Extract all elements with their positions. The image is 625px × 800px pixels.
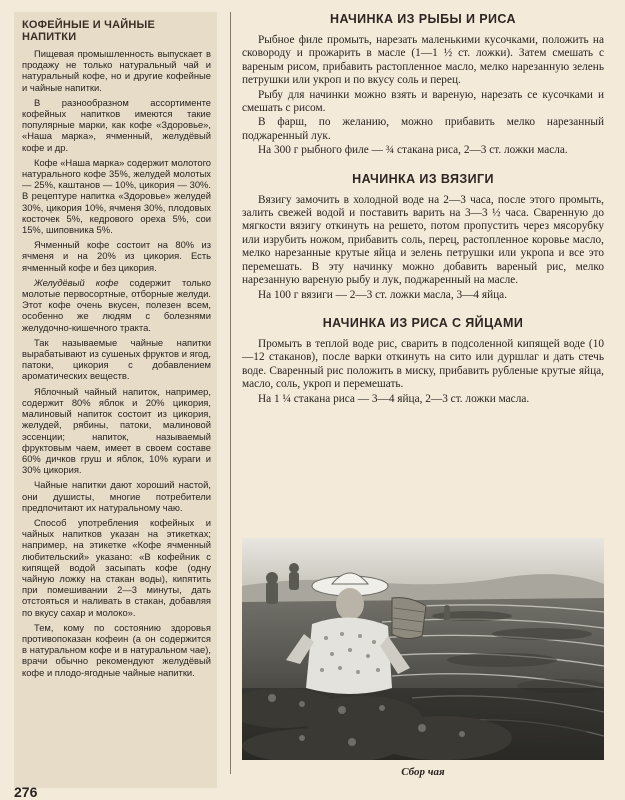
section-paragraph: Промыть в теплой воде рис, сварить в подсоленной кипящей воде (10—12 стаканов), после варки откинуть на сито или дуршлаг и дать стечь воде. Сваренный рис положить в миску, прибавить рубленые крутые яйца, масло, соль, укроп и перемешать.: [242, 337, 604, 391]
italic-lead: Желудёвый кофе: [34, 276, 119, 288]
section-paragraph: Рыбу для начинки можно взять и вареную, нарезать се кусочками и смешать с рисом.: [242, 88, 604, 115]
recipe-fish-rice: [242, 12, 604, 158]
section-paragraph: В фарш, по желанию, можно прибавить мелко нарезанный поджаренный лук.: [242, 116, 604, 142]
sidebar-paragraph: Так называемые чайные напитки вырабатывают из сушеных фруктов и ягод, патоки, цикория с добавлением ароматических веществ.: [22, 336, 211, 382]
section-paragraph: На 300 г рыбного филе — ¾ стакана риса, 2—3 ст. ложки масла.: [258, 144, 568, 157]
section-paragraph: На 1 ¼ стакана риса — 3—4 яйца, 2—3 ст. ложки масла.: [258, 392, 530, 405]
main-column: [242, 12, 604, 420]
tea-harvest-illustration: [242, 538, 604, 760]
sidebar-title: КОФЕЙНЫЕ И ЧАЙНЫЕ НАПИТКИ: [22, 19, 155, 43]
page-number: 276: [14, 784, 38, 800]
sidebar-panel: [14, 12, 217, 788]
sidebar-paragraph: Кофе «Наша марка» содержит молотого натурального кофе 35%, желудей молотых — 25%, каштанов — 10%, цикория — 30%. В рецептуре напитка «Здоровье» желудей 30%, цикория 10%, ячменя 30%, плодовых косточек 5%, кедрового ореха 5%, сои 15%, шиповника 5%.: [22, 156, 211, 236]
section-title: НАЧИНКА ИЗ РЫБЫ И РИСА: [330, 12, 516, 26]
sidebar-paragraph: Тем, кому по состоянию здоровья противопоказан кофеин (а он содержится в натуральном кофе и в натуральном чае), врачи обычно рекомендуют желудёвый кофе и плодо-ягодные чайные напитки.: [22, 621, 211, 678]
section-paragraph: Вязигу замочить в холодной воде на 2—3 часа, после этого промыть, залить свежей водой и поставить варить на 3—3 ½ часа. Сваренную до мягкости вязигу откинуть на решето, потом пропустить через мясорубку или изрубить ножом, прибавить соль, перец, растопленное коровье масло, мелко нарезанные крутые яйца и зелень петрушки или укропа и все это перемешать. В эту начинку можно добавить вареный рис, мелко нарезанную вареную рыбу и лук, поджаренный на масле.: [242, 193, 604, 287]
sidebar-paragraph: Ячменный кофе состоит на 80% из ячменя и на 20% из цикория. Есть ячменный кофе и без цикория.: [22, 239, 211, 273]
photo-caption: Сбор чая: [401, 766, 445, 778]
section-title: НАЧИНКА ИЗ ВЯЗИГИ: [352, 171, 494, 186]
sidebar-paragraph: В разнообразном ассортименте кофейных напитков имеются такие популярные марки, как кофе «Здоровье», «Наша марка», ячменный, желудёвый кофе и др.: [22, 96, 211, 153]
recipe-vyaziga: [242, 172, 604, 302]
sidebar-paragraph: Способ употребления кофейных и чайных напитков указан на этикетках; например, на этикетке «Кофе ячменный любительский» указано: «В кофейник с кипящей водой засыпать кофе (одну чайную ложку на стакан воды), кипятить при помешивании 2—3 минуты, дать отстояться и наливать в стакан, добавляя по вкусу сахар и молоко».: [22, 516, 211, 618]
section-paragraph: На 100 г вязиги — 2—3 ст. ложки масла, 3—4 яйца.: [258, 288, 508, 301]
sidebar-paragraph: Чайные напитки дают хороший настой, они душисты, многие потребители предпочитают их натуральному чаю.: [22, 479, 211, 513]
section-paragraph: Рыбное филе промыть, нарезать маленькими кусочками, положить на сковороду и прожарить в масле (1—1 ½ ст. ложки). Затем смешать с вареным рисом, прибавить растопленное масло, мелко нарезанную зелень петрушки или укроп и по вкусу соль и перец.: [242, 34, 604, 87]
sidebar-paragraph: Желудёвый кофе содержит только молотые первосортные, отборные желуди. Этот кофе очень вкусен, полезен всем, особенно же людям с болезнями желудочно-кишечного тракта.: [22, 276, 212, 333]
recipe-rice-eggs: [242, 316, 604, 406]
sidebar-paragraph: Яблочный чайный напиток, например, содержит 80% яблок и 20% цикория, малиновый напиток состоит из цикория, желудей, рябины, патоки, малиновой эссенции; напиток, называемый фруктовым чаем, имеет в своем составе 60% дичков груш и яблок, 10% кураги и 30% цикория.: [22, 385, 211, 476]
tea-harvest-photo: [242, 538, 604, 760]
column-divider: [230, 12, 231, 774]
section-title: НАЧИНКА ИЗ РИСА С ЯЙЦАМИ: [322, 315, 524, 330]
sidebar-paragraph: Пищевая промышленность выпускает в продажу не только натуральный чай и натуральный кофе, но и другие кофейные и чайные напитки.: [22, 48, 211, 93]
